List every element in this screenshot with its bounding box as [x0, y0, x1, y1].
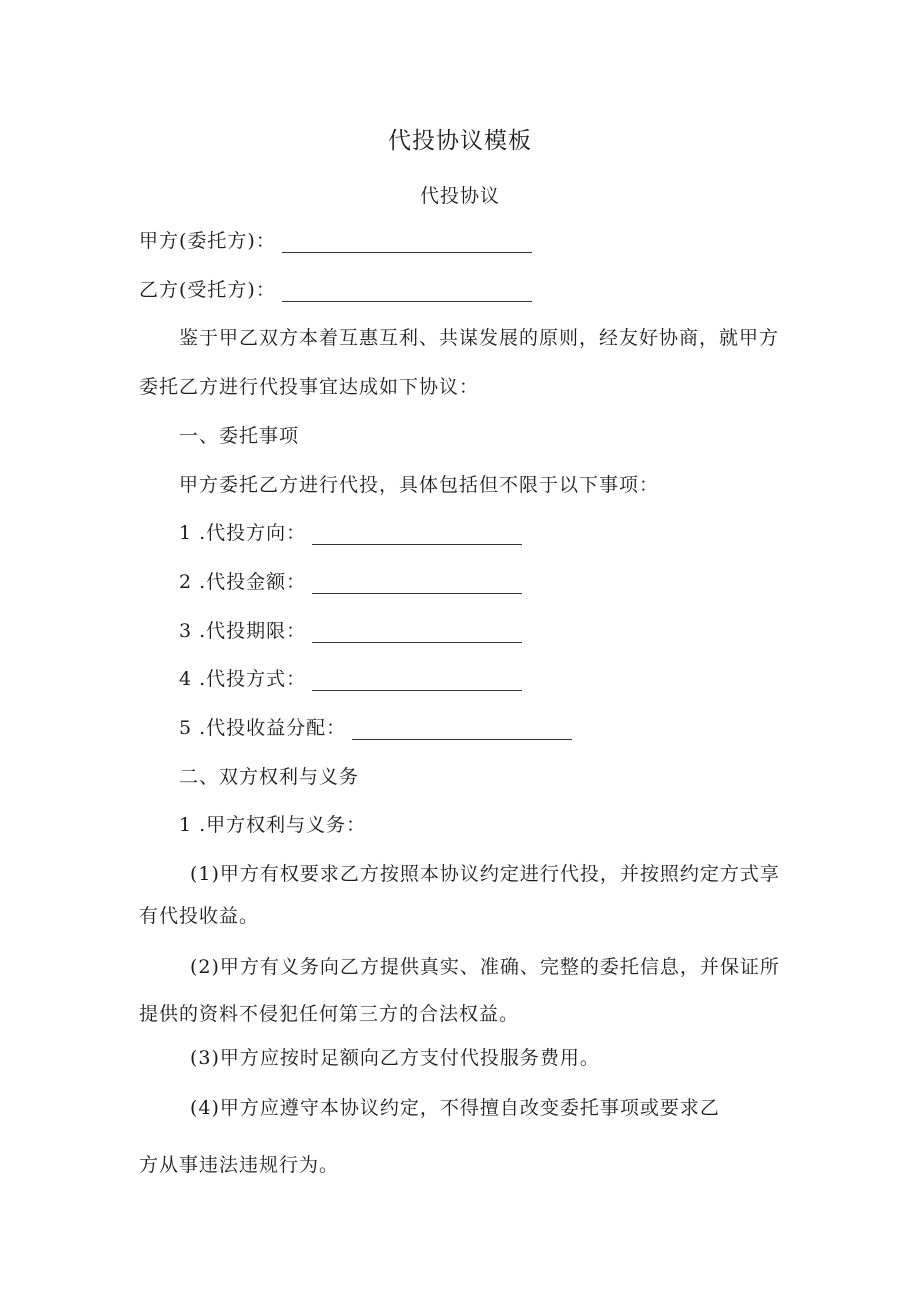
item-label: .代投方向： — [199, 522, 307, 544]
clause2-line-1: (2)甲方有义务向乙方提供真实、准确、完整的委托信息，并保证所 — [190, 956, 780, 978]
item-label: .代投金额： — [199, 571, 307, 593]
item-blank — [312, 573, 522, 594]
party-b-row — [139, 278, 532, 302]
sub1-heading — [179, 813, 366, 837]
party-a-row — [139, 229, 532, 253]
item-blank — [312, 670, 522, 691]
clause3: (3)甲方应按时足额向乙方支付代投服务费用。 — [190, 1047, 600, 1069]
item-blank — [312, 622, 522, 643]
item-blank — [312, 524, 522, 545]
sub1-number: 1 — [179, 814, 193, 836]
party-a-blank — [282, 232, 532, 253]
item-label: .代投期限： — [199, 620, 307, 642]
section1-intro: 甲方委托乙方进行代投，具体包括但不限于以下事项： — [179, 474, 660, 496]
document-title: 代投协议模板 — [388, 128, 532, 154]
clause2-line-2: 提供的资料不侵犯任何第三方的合法权益。 — [139, 1003, 520, 1025]
clause1-line-1: (1)甲方有权要求乙方按照本协议约定进行代投，并按照约定方式享 — [190, 863, 780, 885]
item-number: 2 — [179, 571, 193, 593]
item-number: 4 — [179, 668, 193, 690]
party-a-label: 甲方(委托方)： — [139, 230, 276, 252]
clause4-line-2: 方从事违法违规行为。 — [139, 1154, 340, 1176]
item-row-2 — [179, 570, 522, 594]
document-subtitle: 代投协议 — [419, 185, 500, 207]
item-row-5 — [179, 716, 572, 740]
item-label: .代投收益分配： — [199, 717, 347, 739]
party-b-blank — [282, 281, 532, 302]
item-row-3 — [179, 619, 522, 643]
section1-heading: 一、委托事项 — [179, 425, 300, 447]
clause4-line-1: (4)甲方应遵守本协议约定，不得擅自改变委托事项或要求乙 — [190, 1097, 720, 1119]
preamble-line-2: 委托乙方进行代投事宜达成如下协议： — [139, 376, 480, 398]
sub1-label: .甲方权利与义务： — [199, 814, 367, 836]
clause1-line-2: 有代投收益。 — [139, 905, 260, 927]
section2-heading: 二、双方权利与义务 — [179, 766, 360, 788]
item-number: 3 — [179, 620, 193, 642]
preamble-line-1: 鉴于甲乙双方本着互惠互利、共谋发展的原则，经友好协商，就甲方 — [179, 327, 780, 349]
item-label: .代投方式： — [199, 668, 307, 690]
party-b-label: 乙方(受托方)： — [139, 279, 276, 301]
item-number: 5 — [179, 717, 193, 739]
item-blank — [352, 719, 572, 740]
item-row-1 — [179, 521, 522, 545]
item-row-4 — [179, 667, 522, 691]
item-number: 1 — [179, 522, 193, 544]
